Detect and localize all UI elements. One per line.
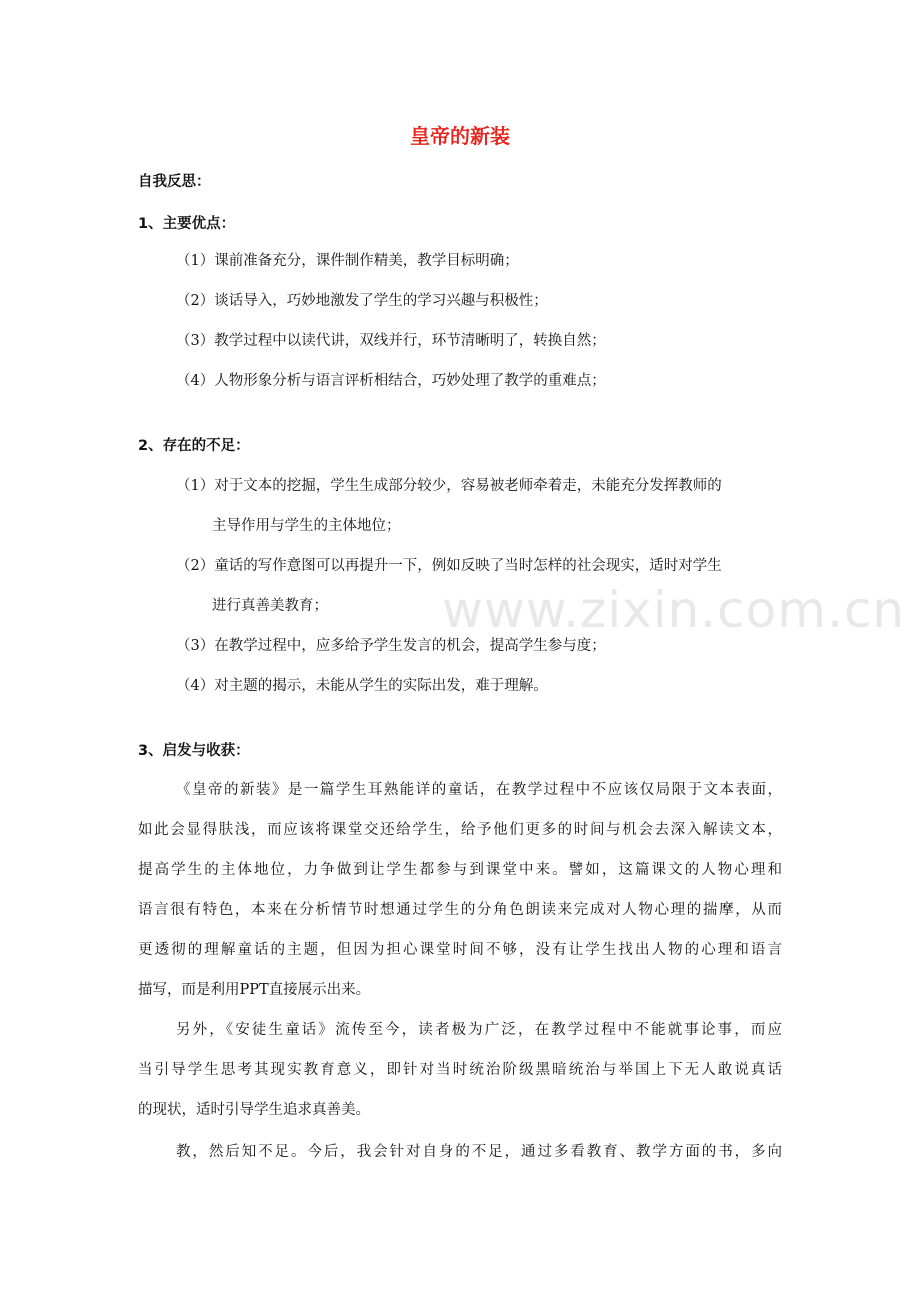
paragraph-line: 《皇帝的新装》是一篇学生耳熟能详的童话，在教学过程中不应该仅局限于文本表面，: [176, 782, 782, 798]
document-title: 皇帝的新装: [410, 124, 510, 148]
paragraph-line: 当引导学生思考其现实教育意义，即针对当时统治阶级黑暗统治与举国上下无人敢说真话: [138, 1062, 782, 1078]
paragraph-line: 教，然后知不足。今后，我会针对自身的不足，通过多看教育、教学方面的书，多向: [176, 1144, 782, 1160]
paragraph-line: 更透彻的理解童话的主题，但因为担心课堂时间不够，没有让学生找出人物的心理和语言: [138, 942, 782, 958]
paragraph-line: 提高学生的主体地位，力争做到让学生都参与到课堂中来。譬如，这篇课文的人物心理和: [138, 862, 782, 878]
paragraph-line: 如此会显得肤浅，而应该将课堂交还给学生，给予他们更多的时间与机会去深入解读文本，: [138, 822, 782, 838]
weakness-item: （1）对于文本的挖掘，学生生成部分较少，容易被老师牵着走，未能充分发挥教师的: [176, 478, 722, 494]
weakness-item-continued: 主导作用与学生的主体地位；: [212, 518, 401, 534]
watermark-text: www.zixin.com.cn: [442, 581, 906, 639]
section-heading-weaknesses: 2、存在的不足：: [138, 438, 250, 454]
section-heading-insights: 3、启发与收获：: [138, 743, 250, 759]
paragraph-line: 的现状，适时引导学生追求真善美。: [138, 1102, 370, 1118]
paragraph-line: 另外，《安徒生童话》流传至今，读者极为广泛，在教学过程中不能就事论事，而应: [176, 1022, 782, 1038]
weakness-item-continued: 进行真善美教育；: [212, 598, 328, 614]
section-heading-strengths: 1、主要优点：: [138, 216, 236, 232]
strength-item: （2）谈话导入，巧妙地激发了学生的学习兴趣与积极性；: [176, 293, 548, 309]
reflection-label: 自我反思：: [138, 174, 211, 190]
strength-item: （1）课前准备充分，课件制作精美，教学目标明确；: [176, 253, 519, 269]
paragraph-line: 描写，而是利用PPT直接展示出来。: [138, 982, 371, 998]
strength-item: （3）教学过程中以读代讲，双线并行，环节清晰明了，转换自然；: [176, 333, 606, 349]
strength-item: （4）人物形象分析与语言评析相结合，巧妙处理了教学的重难点；: [176, 373, 606, 389]
paragraph-line: 语言很有特色，本来在分析情节时想通过学生的分角色朗读来完成对人物心理的揣摩，从而: [138, 902, 782, 918]
weakness-item: （4）对主题的揭示，未能从学生的实际出发，难于理解。: [176, 678, 548, 694]
weakness-item: （2）童话的写作意图可以再提升一下，例如反映了当时怎样的社会现实，适时对学生: [176, 558, 722, 574]
weakness-item: （3）在教学过程中，应多给予学生发言的机会，提高学生参与度；: [176, 638, 606, 654]
